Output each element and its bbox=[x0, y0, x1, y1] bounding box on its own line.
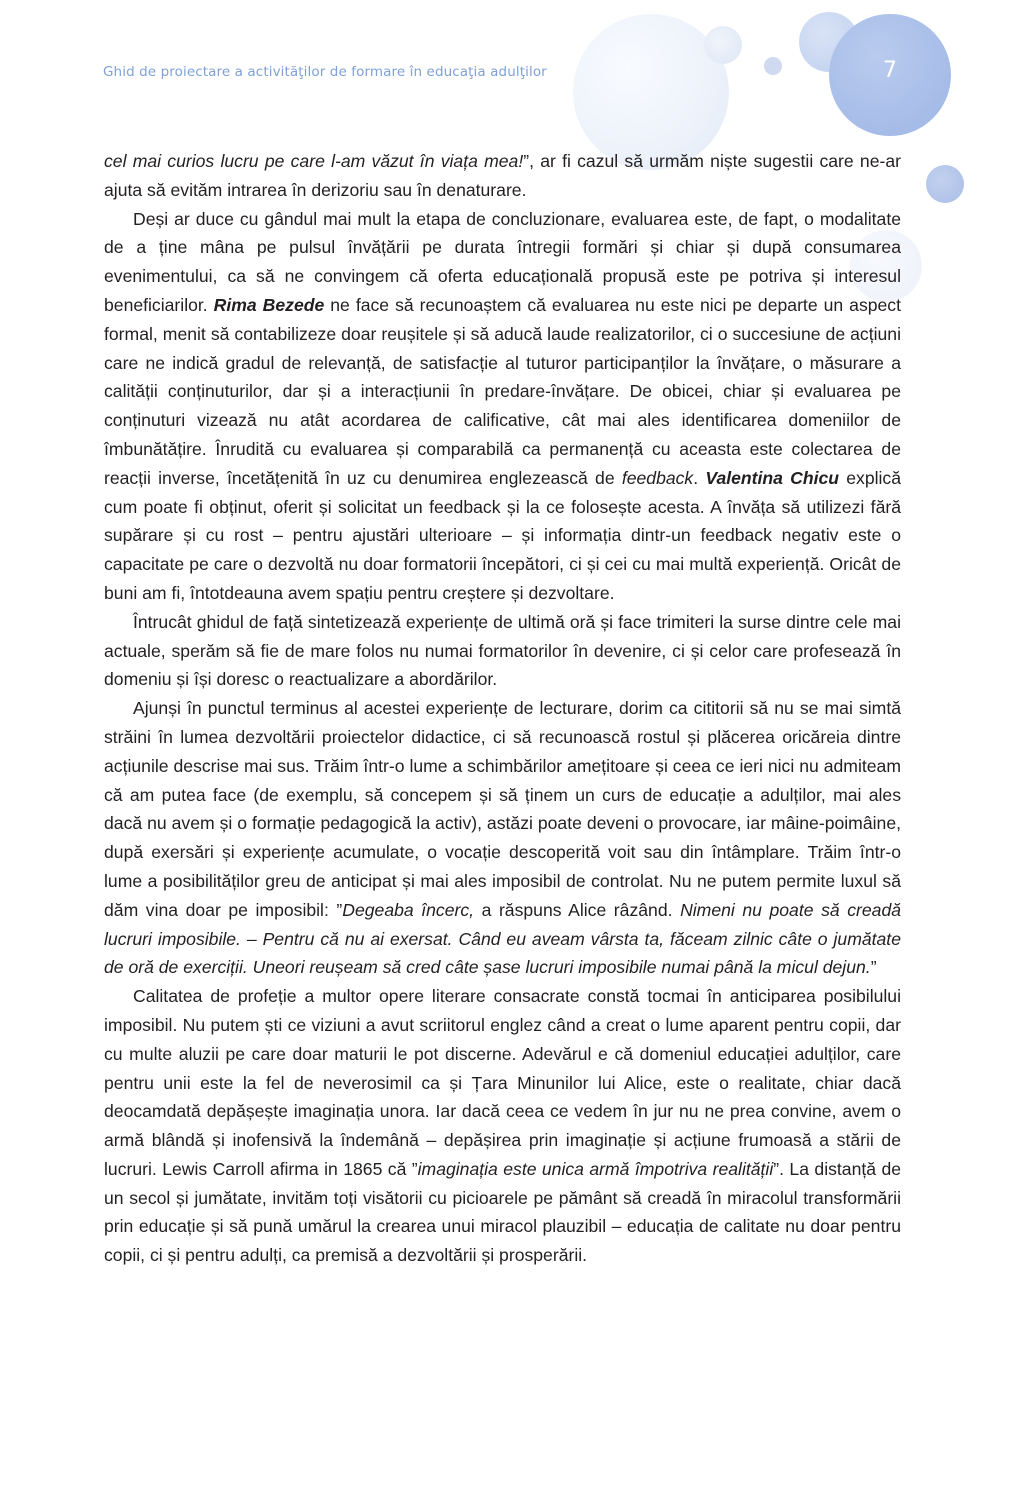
text-run: a răspuns Alice râzând. bbox=[474, 899, 681, 920]
text-run: explică cum poate fi obținut, oferit și solicitat un feedback și la ce folosește acesta. A învăța să utilizezi fără supărare și cu rost – pentru ajustări ulterioare – și informația dintr-un feedback negativ este o capacitate pe care o dezvoltă nu doar formatorii începători, ci și cei cu mai multă experiență. Oricât de buni am fi, întotdeauna avem spațiu pentru creștere și dezvoltare. bbox=[104, 467, 902, 603]
quote-italic: Nimeni nu poate să creadă lucruri imposibile. – Pentru că nu ai exersat. Când eu aveam vârsta ta, făceam zilnic câte o jumătate de oră de exerciții. Uneori reușeam să cred câte șase lucruri imposibile numai până la micul dejun. bbox=[104, 899, 902, 978]
decorative-circle-dot bbox=[764, 57, 782, 75]
text-italic: cel mai curios lucru pe care l-am văzut în viața mea! bbox=[104, 151, 524, 171]
running-header: Ghid de proiectare a activităţilor de formare în educaţia adulţilor bbox=[103, 64, 547, 80]
text-run: . bbox=[693, 467, 706, 488]
text-run: Deși ar duce cu gândul mai mult la etapa de concluzionare, evaluarea este, de fapt, o modalitate de a ține mâna pe pulsul învățării pe durata întregii formări și chiar și după consumarea evenimentului, ca să ne convingem că oferta educațională propusă este pe potriva și interesul beneficiarilor. bbox=[104, 208, 901, 315]
text-run: ”. La distanță de un secol și jumătate, invităm toți visătorii cu picioarele pe pământ să creadă în miracolul transformării prin educație și să pună umărul la crearea unui miracol plauzibil – educația de calitate nu doar pentru copii, ci și pentru adulți, ca premisă a dezvoltării și prosperării. bbox=[104, 1158, 902, 1266]
paragraph bbox=[104, 205, 901, 608]
body-text bbox=[104, 147, 901, 1270]
quote-italic: imaginația este unica armă împotriva realității bbox=[417, 1158, 774, 1179]
decorative-circle-medium bbox=[704, 26, 742, 64]
author-name: Rima Bezede bbox=[213, 294, 325, 315]
paragraph bbox=[104, 608, 901, 694]
paragraph bbox=[104, 694, 901, 982]
decorative-circle-small bbox=[926, 165, 964, 203]
text-run: Ajunși în punctul terminus al acestei experiențe de lecturare, dorim ca cititorii să nu se mai simtă străini în lumea dezvoltării proiectelor didactice, ci să recunoască rostul și plăcerea oricăreia dintre acțiunile descrise mai sus. Trăim într-o lume a schimbărilor amețitoare și ceea ce ieri nici nu admiteam că am putea face (de exemplu, să concepem și să ținem un curs de educație a adulților, mai ales dacă nu avem și o formație pedagogică la activ), astăzi poate deveni o provocare, iar mâine-poimâine, după exersări și experiențe acumulate, o vocație descoperită voit sau din întâmplare. Trăim într-o lume a posibilităților greu de anticipat și mai ales imposibil de controlat. Nu ne putem permite luxul să dăm vina doar pe imposibil: ” bbox=[104, 698, 901, 920]
page-number: 7 bbox=[883, 58, 897, 83]
text-run: Calitatea de profeție a multor opere literare consacrate constă tocmai în anticiparea posibilului imposibil. Nu putem ști ce viziuni a avut scriitorul englez când a creat o lume aparent pentru copii, dar cu multe aluzii pe care doar maturii le pot discerne. Adevărul e că domeniul educației adulților, care pentru unii este la fel de neverosimil ca și Țara Minunilor lui Alice, este o realitate, chiar dacă deocamdată depășește imaginația unora. Iar dacă ceea ce vedem în jur nu ne prea convine, avem o armă blândă și inofensivă la îndemână – depășirea prin imaginație și acțiune frumoasă a stării de lucruri. Lewis Carroll afirma in 1865 că ” bbox=[104, 986, 901, 1179]
paragraph bbox=[104, 982, 901, 1270]
paragraph bbox=[104, 147, 901, 205]
text-run: Întrucât ghidul de față sintetizează experiențe de ultimă oră și face trimiteri la surse dintre cele mai actuale, sperăm să fie de mare folos nu numai formatorilor în devenire, ci și celor care profesează în domeniu și își doresc o reactualizare a abordărilor. bbox=[104, 611, 901, 690]
text-italic: feedback bbox=[621, 467, 694, 488]
author-name: Valentina Chicu bbox=[705, 467, 840, 488]
text-run: ” bbox=[870, 957, 877, 978]
text-italic: Degeaba încerc, bbox=[342, 899, 475, 920]
text-run: ”, ar fi cazul să urmăm niște sugestii care ne-ar ajuta să evităm intrarea în derizoriu sau în denaturare. bbox=[104, 151, 901, 200]
text-run: ne face să recunoaștem că evaluarea nu este nici pe departe un aspect formal, menit să contabilizeze doar reușitele și să aducă laude realizatorilor, ci o succesiune de acțiuni care ne indică gradul de relevanță, de satisfacție al tuturor participanților la învățare, o măsurare a calității conținuturilor, dar și a interacțiunii în predare-învățare. De obicei, chiar și evaluarea pe conținuturi vizează nu atât acordarea de calificative, cât mai ales identificarea domeniilor de îmbunătățire. Înrudită cu evaluarea și comparabilă ca permanență cu aceasta este colectarea de reacții inverse, încetățenită în uz cu denumirea englezească de bbox=[104, 294, 901, 488]
